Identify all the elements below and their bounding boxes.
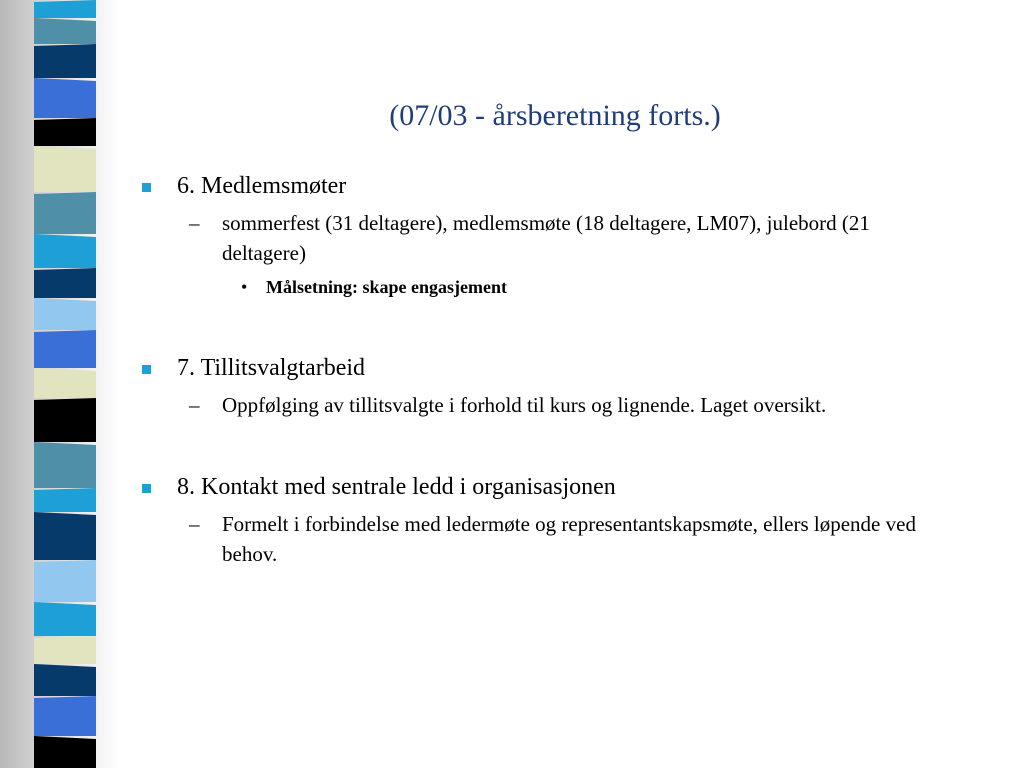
bullet-level2 (140, 208, 882, 268)
dash-bullet-icon: – (189, 512, 200, 536)
bullet-heading: 7. Tillitsvalgtarbeid (177, 355, 366, 381)
slide-title: (07/03 - årsberetning forts.) (389, 99, 721, 132)
list-item-kontakt (140, 471, 970, 569)
decorative-stripe (34, 0, 96, 768)
stripe-band (34, 298, 96, 330)
bullet-level1 (140, 170, 970, 202)
bullet-heading: 8. Kontakt med sentrale ledd i organisasjonen (177, 474, 616, 500)
stripe-band (34, 368, 96, 398)
stripe-band (34, 18, 96, 44)
stripe-band (34, 268, 96, 298)
dash-bullet-icon: – (189, 393, 200, 417)
bullet-level2 (140, 509, 962, 569)
square-bullet-icon (142, 365, 151, 374)
stripe-band (34, 78, 96, 118)
stripe-band (34, 488, 96, 512)
stripe-band (34, 118, 96, 146)
list-item-tillitsvalgtarbeid (140, 352, 970, 420)
bullet-level3 (140, 274, 970, 300)
stripe-band (34, 0, 96, 18)
stripe-band (34, 44, 96, 78)
bullet-subsub: Målsetning: skape engasjement (266, 277, 507, 297)
stripe-band (34, 696, 96, 736)
stripe-band (34, 146, 96, 192)
stripe-band (34, 636, 96, 664)
dot-bullet-icon: • (241, 277, 248, 297)
bullet-sub: sommerfest (31 deltagere), medlemsmøte (18 deltagere, LM07), julebord (21 deltagere) (222, 211, 870, 265)
stripe-band (34, 664, 96, 696)
stripe-band (34, 192, 96, 234)
bullet-heading: 6. Medlemsmøter (177, 173, 347, 199)
bullet-level1 (140, 471, 970, 503)
stripe-band (34, 560, 96, 602)
stripe-band (34, 512, 96, 560)
square-bullet-icon (142, 484, 151, 493)
stripe-band (34, 736, 96, 768)
stripe-band (34, 602, 96, 636)
square-bullet-icon (142, 183, 151, 192)
bullet-level2 (140, 390, 970, 420)
bullet-sub: Formelt i forbindelse med ledermøte og representantskapsmøte, ellers løpende ved behov. (222, 512, 916, 566)
stripe-band (34, 234, 96, 268)
dash-bullet-icon: – (189, 211, 200, 235)
list-item-medlemsmoter (140, 170, 970, 300)
stripe-band (34, 442, 96, 488)
stripe-band (34, 330, 96, 368)
bullet-sub: Oppfølging av tillitsvalgte i forhold til kurs og lignende. Laget oversikt. (222, 393, 827, 417)
stripe-band (34, 398, 96, 442)
bullet-level1 (140, 352, 970, 384)
